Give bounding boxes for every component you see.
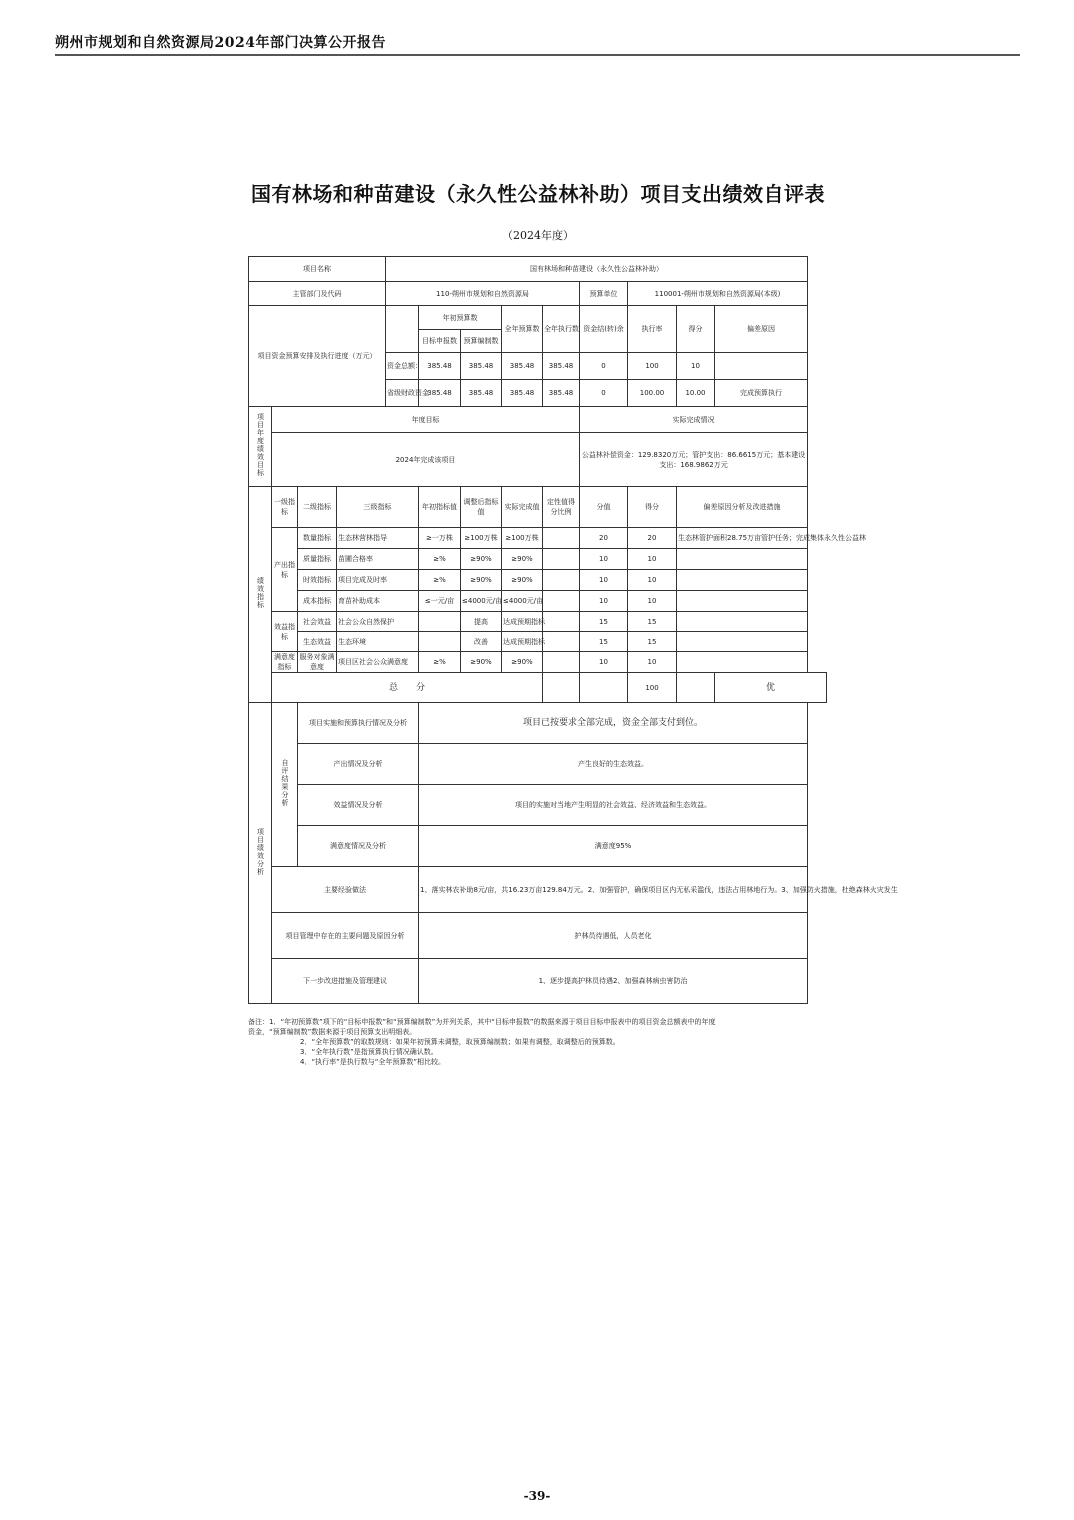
funds-annual: 385.48: [502, 353, 543, 380]
funds-row-label: 省级财政资金: [386, 380, 419, 407]
ind-note: [677, 632, 808, 652]
ind-ratio: [543, 528, 580, 549]
form-year: （2024年度）: [502, 229, 574, 242]
satisf-label: 满意度指标: [272, 652, 298, 673]
ind-note: [677, 570, 808, 591]
row-total: [249, 673, 827, 703]
effect-label: 效益指标: [272, 612, 298, 652]
header-title: 朔州市规划和自然资源局2024年部门决算公开报告: [55, 35, 386, 51]
ind-ratio: [543, 570, 580, 591]
ind-val: 15: [580, 612, 628, 632]
indicator-row: [249, 549, 827, 570]
ind-score: 15: [628, 632, 677, 652]
annual-goal-section: 项目年度绩效目标: [249, 407, 272, 487]
page-header: [55, 30, 1020, 56]
funds-reason: 完成预算执行: [715, 380, 808, 407]
project-name-value: 国有林场和种苗建设（永久性公益林补助）: [386, 257, 808, 282]
ind-l3: 社会公众自然保护: [337, 612, 419, 632]
ind-ratio: [543, 652, 580, 673]
indicator-row: [249, 632, 827, 652]
analysis-value: 产生良好的生态效益。: [419, 744, 808, 785]
ind-act: 达成预期指标: [502, 632, 543, 652]
analysis-value: 满意度95%: [419, 826, 808, 867]
ind-col7: 定性值得分比例: [543, 487, 580, 528]
funds-exec: 385.48: [543, 380, 580, 407]
col-annual-exec: 全年执行数: [543, 306, 580, 353]
ind-col10: 偏差原因分析及改进措施: [677, 487, 808, 528]
indicator-row: [249, 528, 827, 549]
ind-act: ≥90%: [502, 652, 543, 673]
total-label: 总 分: [272, 673, 543, 703]
row-department: [249, 282, 827, 306]
ind-val: 10: [580, 591, 628, 612]
project-name-label: 项目名称: [249, 257, 386, 282]
ind-val: 15: [580, 632, 628, 652]
col-deviation: 偏差原因: [715, 306, 808, 353]
analysis-label: 产出情况及分析: [298, 744, 419, 785]
ind-init: ≥一万株: [419, 528, 461, 549]
ind-score: 10: [628, 652, 677, 673]
ind-act: ≥90%: [502, 549, 543, 570]
ind-col5: 调整后指标值: [461, 487, 502, 528]
ind-col1: 一级指标: [272, 487, 298, 528]
ind-adj: ≥100万株: [461, 528, 502, 549]
budget-unit-label: 预算单位: [580, 282, 628, 306]
ind-init: [419, 632, 461, 652]
funds-prep: 385.48: [461, 353, 502, 380]
ind-act: ≥90%: [502, 570, 543, 591]
funds-blank: [386, 306, 419, 353]
row-funds-header-1: [249, 306, 827, 330]
annual-goal-label: 年度目标: [272, 407, 580, 433]
funds-prep: 385.48: [461, 380, 502, 407]
ind-col2: 二级指标: [298, 487, 337, 528]
row-next-steps: [249, 959, 827, 1004]
ind-adj: ≤4000元/亩: [461, 591, 502, 612]
ind-l3: 育苗补助成本: [337, 591, 419, 612]
ind-adj: ≥90%: [461, 549, 502, 570]
ind-score: 10: [628, 570, 677, 591]
ind-l3: 项目区社会公众满意度: [337, 652, 419, 673]
initial-budget-label: 年初预算数: [419, 306, 502, 330]
next-label: 下一步改进措施及管理建议: [272, 959, 419, 1004]
funds-rate: 100: [628, 353, 677, 380]
ind-l2: 时效指标: [298, 570, 337, 591]
ind-l3: 生态环境: [337, 632, 419, 652]
indicator-row: [249, 612, 827, 632]
ind-l2: 质量指标: [298, 549, 337, 570]
ind-ratio: [543, 549, 580, 570]
ind-val: 10: [580, 549, 628, 570]
total-blank-2: [580, 673, 628, 703]
row-experience: [249, 867, 827, 913]
ind-l3: 生态林营林指导: [337, 528, 419, 549]
experience-value: 1、落实林农补助8元/亩，共16.23万亩129.84万元。2、加强管护，确保项目区内无私采滥伐，违法占用林地行为。3、加强防火措施，杜绝森林火灾发生: [419, 867, 808, 913]
analysis-row: [249, 744, 827, 785]
analysis-label: 满意度情况及分析: [298, 826, 419, 867]
col-budget-prep: 预算编制数: [461, 330, 502, 353]
row-goal-values: [249, 433, 827, 487]
output-label: 产出指标: [272, 528, 298, 612]
analysis-label: 效益情况及分析: [298, 785, 419, 826]
note-line: 备注：1．“年初预算数”项下的“目标申报数”和“预算编制数”为并列关系，其中“目标申报数”的数据来源于项目目标申报表中的项目资金总额表中的年度: [248, 1018, 716, 1026]
total-blank-1: [543, 673, 580, 703]
note-line: 3．“全年执行数”是指预算执行情况确认数。: [300, 1048, 438, 1056]
total-blank-3: [677, 673, 715, 703]
problems-label: 项目管理中存在的主要问题及原因分析: [272, 913, 419, 959]
analysis-section: 项目绩效分析: [249, 703, 272, 1004]
ind-note: [677, 612, 808, 632]
ind-score: 10: [628, 591, 677, 612]
indicator-row: [249, 570, 827, 591]
problems-value: 护林员待遇低，人员老化: [419, 913, 808, 959]
ind-note: [677, 591, 808, 612]
next-value: 1、逐步提高护林员待遇2、加强森林病虫害防治: [419, 959, 808, 1004]
ind-col3: 三级指标: [337, 487, 419, 528]
ind-note: [677, 652, 808, 673]
indicator-row: [249, 591, 827, 612]
col-balance: 资金结(转)余: [580, 306, 628, 353]
ind-init: ≥%: [419, 549, 461, 570]
ind-ratio: [543, 612, 580, 632]
analysis-row: [249, 703, 827, 744]
analysis-row: [249, 826, 827, 867]
ind-col4: 年初指标值: [419, 487, 461, 528]
ind-ratio: [543, 591, 580, 612]
row-indicator-header: [249, 487, 827, 528]
row-problems: [249, 913, 827, 959]
dept-value: 110-朔州市规划和自然资源局: [386, 282, 580, 306]
ind-col6: 实际完成值: [502, 487, 543, 528]
ind-act: ≥100万株: [502, 528, 543, 549]
funds-label: 项目资金预算安排及执行进度（万元）: [249, 306, 386, 407]
note-line: 资金，“预算编制数”数据来源于项目预算支出明细表。: [248, 1028, 417, 1036]
ind-score: 10: [628, 549, 677, 570]
total-score: 100: [628, 673, 677, 703]
col-score: 得分: [677, 306, 715, 353]
col-annual-budget: 全年预算数: [502, 306, 543, 353]
total-grade: 优: [715, 673, 827, 703]
analysis-value: 项目的实施对当地产生明显的社会效益、经济效益和生态效益。: [419, 785, 808, 826]
annual-goal-value: 2024年完成该项目: [272, 433, 580, 487]
ind-init: ≥%: [419, 570, 461, 591]
ind-val: 10: [580, 652, 628, 673]
budget-unit-value: 110001-朔州市规划和自然资源局(本级): [628, 282, 808, 306]
funds-score: 10: [677, 353, 715, 380]
ind-note: [677, 549, 808, 570]
notes: [248, 1017, 838, 1067]
ind-adj: 提高: [461, 612, 502, 632]
row-goal-header: [249, 407, 827, 433]
performance-table: [248, 256, 898, 1004]
dept-label: 主管部门及代码: [249, 282, 386, 306]
page-number: -39-: [523, 1489, 551, 1503]
funds-row-label: 资金总额：: [386, 353, 419, 380]
ind-adj: 改善: [461, 632, 502, 652]
analysis-value: 项目已按要求全部完成，资金全部支付到位。: [419, 703, 808, 744]
note-line: 2．“全年预算数”的取数规则：如果年初预算未调整，取预算编制数；如果有调整，取调整后的预算数。: [300, 1038, 620, 1046]
row-project-name: [249, 257, 827, 282]
funds-target: 385.48: [419, 353, 461, 380]
form-title: 国有林场和种苗建设（永久性公益林补助）项目支出绩效自评表: [251, 182, 825, 206]
funds-annual: 385.48: [502, 380, 543, 407]
actual-done-value: 公益林补偿资金：129.8320万元；管护支出：86.6615万元；基本建设支出：168.9862万元: [580, 433, 808, 487]
ind-adj: ≥90%: [461, 570, 502, 591]
ind-val: 20: [580, 528, 628, 549]
ind-l2: 成本指标: [298, 591, 337, 612]
ind-l2: 生态效益: [298, 632, 337, 652]
funds-reason: [715, 353, 808, 380]
ind-ratio: [543, 632, 580, 652]
ind-init: ≥%: [419, 652, 461, 673]
ind-init: [419, 612, 461, 632]
funds-score: 10.00: [677, 380, 715, 407]
actual-label: 实际完成情况: [580, 407, 808, 433]
self-eval-label: 自评结果分析: [272, 703, 298, 867]
note-line: 4．“执行率”是执行数与“全年预算数”相比较。: [300, 1058, 445, 1066]
col-target: 目标申报数: [419, 330, 461, 353]
funds-balance: 0: [580, 353, 628, 380]
funds-target: 385.48: [419, 380, 461, 407]
ind-l3: 苗圃合格率: [337, 549, 419, 570]
ind-l2: 服务对象满意度: [299, 653, 335, 671]
funds-exec: 385.48: [543, 353, 580, 380]
perf-section: 绩效指标: [249, 487, 272, 703]
ind-l2: 数量指标: [298, 528, 337, 549]
ind-adj: ≥90%: [461, 652, 502, 673]
ind-note: 生态林管护面积28.75万亩管护任务；完成集体永久性公益林: [677, 528, 808, 549]
indicator-row: [249, 652, 827, 673]
funds-rate: 100.00: [628, 380, 677, 407]
analysis-label: 项目实施和预算执行情况及分析: [298, 703, 419, 744]
ind-col9: 得分: [628, 487, 677, 528]
ind-l2: 社会效益: [298, 612, 337, 632]
ind-col8: 分值: [580, 487, 628, 528]
funds-balance: 0: [580, 380, 628, 407]
ind-score: 20: [628, 528, 677, 549]
ind-init: ≤一元/亩: [419, 591, 461, 612]
ind-val: 10: [580, 570, 628, 591]
experience-label: 主要经验做法: [272, 867, 419, 913]
ind-l3: 项目完成及时率: [337, 570, 419, 591]
analysis-row: [249, 785, 827, 826]
ind-score: 15: [628, 612, 677, 632]
ind-act: ≤4000元/亩: [502, 591, 543, 612]
col-exec-rate: 执行率: [628, 306, 677, 353]
ind-act: 达成预期指标: [502, 612, 543, 632]
